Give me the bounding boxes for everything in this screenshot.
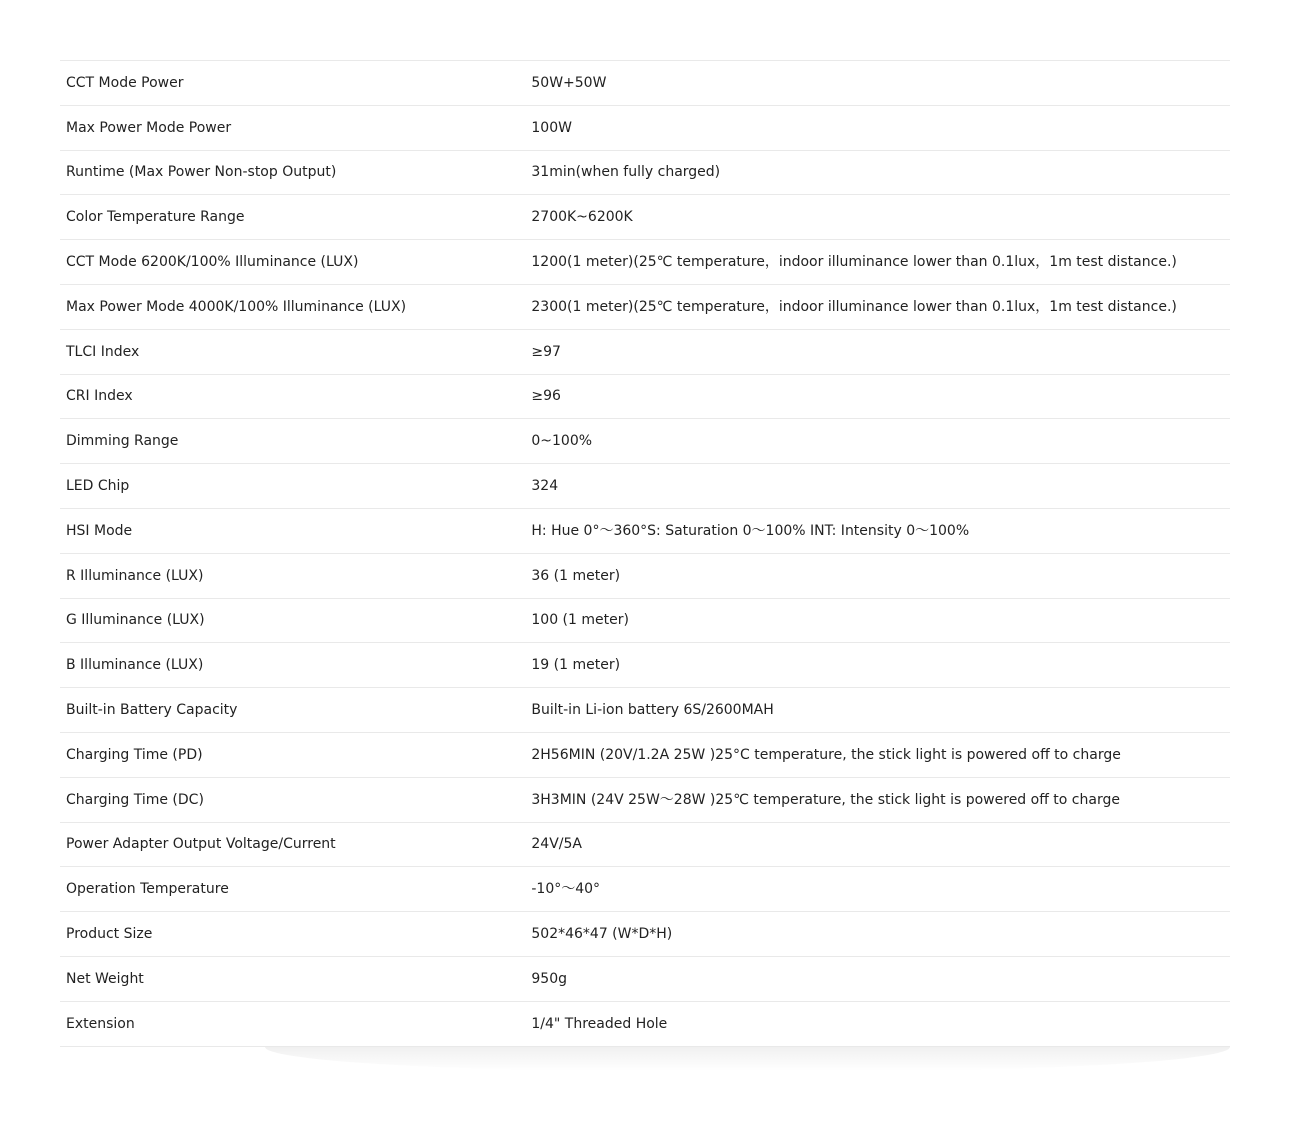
table-row — [60, 867, 1230, 912]
table-row — [60, 1001, 1230, 1046]
spec-label: Charging Time (DC) — [60, 777, 525, 822]
spec-label: CRI Index — [60, 374, 525, 419]
spec-value: 2H56MIN (20V/1.2A 25W )25°C temperature, the stick light is powered off to charge — [525, 732, 1230, 777]
spec-label: LED Chip — [60, 464, 525, 509]
spec-label: CCT Mode 6200K/100% Illuminance (LUX) — [60, 240, 525, 285]
spec-label: Dimming Range — [60, 419, 525, 464]
spec-label: Net Weight — [60, 956, 525, 1001]
specs-section — [60, 60, 1230, 1047]
spec-value: 1200(1 meter)(25℃ temperature，indoor illuminance lower than 0.1lux，1m test distance.) — [525, 240, 1230, 285]
spec-value: 100 (1 meter) — [525, 598, 1230, 643]
table-row — [60, 240, 1230, 285]
spec-label: Runtime (Max Power Non-stop Output) — [60, 150, 525, 195]
spec-label: Power Adapter Output Voltage/Current — [60, 822, 525, 867]
spec-value: 36 (1 meter) — [525, 553, 1230, 598]
table-row — [60, 329, 1230, 374]
table-bottom-shadow — [265, 1047, 1230, 1071]
spec-value: 31min(when fully charged) — [525, 150, 1230, 195]
spec-label: Extension — [60, 1001, 525, 1046]
spec-value: -10°～40° — [525, 867, 1230, 912]
spec-value: 502*46*47 (W*D*H) — [525, 912, 1230, 957]
spec-label: Max Power Mode 4000K/100% Illuminance (LUX) — [60, 284, 525, 329]
table-row — [60, 105, 1230, 150]
spec-label: Max Power Mode Power — [60, 105, 525, 150]
spec-value: 24V/5A — [525, 822, 1230, 867]
spec-value: 2300(1 meter)(25℃ temperature，indoor illuminance lower than 0.1lux，1m test distance.) — [525, 284, 1230, 329]
spec-label: Built-in Battery Capacity — [60, 688, 525, 733]
table-row — [60, 374, 1230, 419]
spec-label: Color Temperature Range — [60, 195, 525, 240]
spec-value: Built-in Li-ion battery 6S/2600MAH — [525, 688, 1230, 733]
spec-value: 3H3MIN (24V 25W～28W )25℃ temperature, the stick light is powered off to charge — [525, 777, 1230, 822]
spec-label: Charging Time (PD) — [60, 732, 525, 777]
spec-value: 0~100% — [525, 419, 1230, 464]
table-row — [60, 419, 1230, 464]
specs-table — [60, 60, 1230, 1047]
table-row — [60, 822, 1230, 867]
table-row — [60, 150, 1230, 195]
table-row — [60, 61, 1230, 106]
table-row — [60, 912, 1230, 957]
spec-label: R Illuminance (LUX) — [60, 553, 525, 598]
spec-label: TLCI Index — [60, 329, 525, 374]
spec-value: ≥96 — [525, 374, 1230, 419]
spec-value: 324 — [525, 464, 1230, 509]
spec-label: CCT Mode Power — [60, 61, 525, 106]
spec-value: 1/4" Threaded Hole — [525, 1001, 1230, 1046]
spec-label: B Illuminance (LUX) — [60, 643, 525, 688]
table-row — [60, 284, 1230, 329]
table-row — [60, 732, 1230, 777]
spec-label: Operation Temperature — [60, 867, 525, 912]
table-row — [60, 464, 1230, 509]
spec-label: HSI Mode — [60, 508, 525, 553]
table-row — [60, 643, 1230, 688]
table-row — [60, 553, 1230, 598]
spec-label: G Illuminance (LUX) — [60, 598, 525, 643]
table-row — [60, 777, 1230, 822]
table-row — [60, 195, 1230, 240]
spec-value: H: Hue 0°～360°S: Saturation 0～100% INT: Intensity 0～100% — [525, 508, 1230, 553]
spec-value: ≥97 — [525, 329, 1230, 374]
spec-value: 100W — [525, 105, 1230, 150]
spec-value: 950g — [525, 956, 1230, 1001]
spec-value: 2700K~6200K — [525, 195, 1230, 240]
spec-value: 19 (1 meter) — [525, 643, 1230, 688]
table-row — [60, 688, 1230, 733]
table-row — [60, 508, 1230, 553]
spec-value: 50W+50W — [525, 61, 1230, 106]
table-row — [60, 598, 1230, 643]
table-row — [60, 956, 1230, 1001]
spec-label: Product Size — [60, 912, 525, 957]
